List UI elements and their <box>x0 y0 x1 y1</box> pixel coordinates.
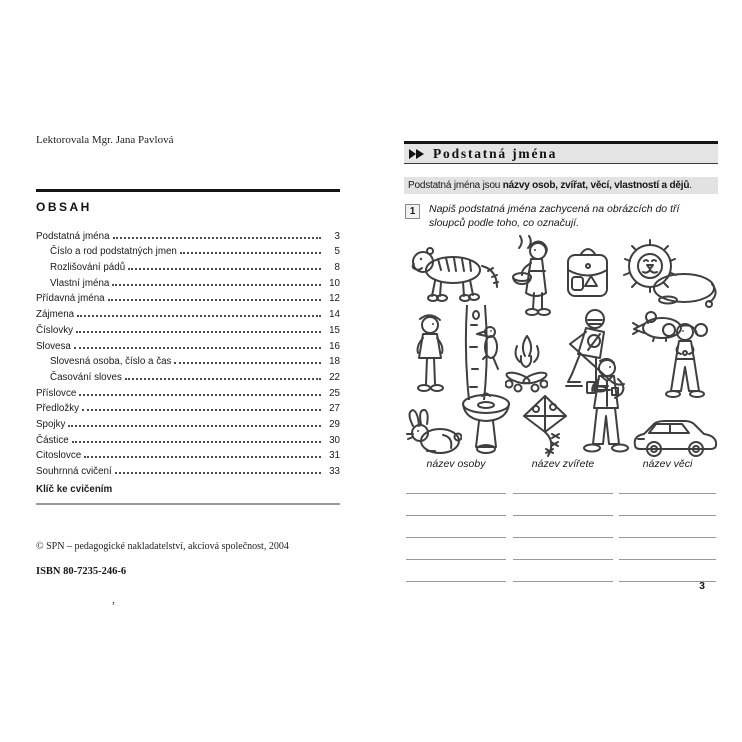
toc-entry <box>36 414 340 430</box>
toc-entry-page: 22 <box>329 371 340 383</box>
toc-leader-dots <box>112 284 321 286</box>
copyright-line: © SPN – pedagogické nakladatelství, akciová společnost, 2004 <box>36 541 289 552</box>
washbasin-illustration <box>460 390 512 456</box>
toc-entry-page: 12 <box>329 293 340 305</box>
writing-line <box>406 493 506 494</box>
toc-leader-dots <box>180 252 321 254</box>
writing-line <box>619 537 716 538</box>
kite-illustration <box>518 394 572 458</box>
definition-bold: názvy osob, zvířat, věcí, vlastností a dějů <box>502 180 690 191</box>
toc-leader-dots <box>79 394 321 396</box>
toc-entry <box>36 242 340 258</box>
toc-entry <box>36 383 340 399</box>
toc-heading: OBSAH <box>36 200 92 214</box>
column-label: název věci <box>642 458 693 470</box>
toc-entry-label: Podstatná jména <box>36 230 110 242</box>
toc-entry-page: 33 <box>329 466 340 477</box>
definition-box <box>404 177 718 194</box>
writing-line <box>513 537 613 538</box>
toc-entry <box>36 226 340 242</box>
column-label: název zvířete <box>531 458 595 470</box>
toc-leader-dots <box>82 409 321 411</box>
toc-leader-dots <box>174 362 321 364</box>
page-number: 3 <box>699 580 705 592</box>
toc-entry <box>36 399 340 415</box>
toc-entry-page: 10 <box>329 277 340 289</box>
tiger-illustration <box>408 238 500 305</box>
writing-line <box>513 515 613 516</box>
toc-entry-label: Souhrnná cvičení <box>36 466 112 477</box>
car-illustration <box>632 415 718 458</box>
writing-line <box>406 537 506 538</box>
toc-entry <box>36 320 340 336</box>
writing-line <box>619 493 716 494</box>
writing-line <box>513 559 613 560</box>
toc-entry-page: 25 <box>329 387 340 399</box>
writing-line <box>406 581 506 582</box>
schoolbag-illustration <box>563 243 612 300</box>
divider-thick <box>36 189 340 192</box>
toc-entry-page: 31 <box>329 450 340 462</box>
definition-prefix: Podstatná jména jsou <box>408 180 503 191</box>
rabbit-illustration <box>405 408 462 455</box>
toc-leader-dots <box>125 378 321 380</box>
exercise-instruction: Napiš podstatná jména zachycená na obrázcích do tří sloupců podle toho, co označují. <box>429 203 680 229</box>
toc-entry <box>36 430 340 446</box>
girl-with-pigtails-illustration <box>662 320 708 398</box>
toc-leader-dots <box>113 237 321 239</box>
toc-leader-dots <box>115 472 321 474</box>
lion-illustration <box>622 238 718 308</box>
toc-entry-page: 14 <box>329 309 340 321</box>
toc-entry-label: Slovesa <box>36 340 71 352</box>
campfire-illustration <box>505 332 548 394</box>
exercise-number-badge: 1 <box>405 204 420 219</box>
table-of-contents <box>36 226 340 477</box>
toc-entry <box>36 352 340 368</box>
toc-leader-dots <box>77 315 321 317</box>
isbn-line: ISBN 80-7235-246-6 <box>36 566 127 577</box>
illustration-block <box>404 234 718 458</box>
column-label: název osoby <box>426 458 486 470</box>
toc-entry <box>36 273 340 289</box>
toc-entry-label: Číslo a rod podstatných jmen <box>50 246 177 258</box>
toc-entry-label: Částice <box>36 434 69 446</box>
toc-entry-page: 8 <box>334 262 340 274</box>
toc-entry <box>36 446 340 462</box>
writing-line <box>513 493 613 494</box>
writing-line <box>619 515 716 516</box>
boy-illustration <box>408 312 452 395</box>
stray-comma-mark: , <box>112 592 115 606</box>
toc-entry-page: 16 <box>329 340 340 352</box>
toc-entry <box>36 336 340 352</box>
toc-entry-label: Spojky <box>36 418 66 430</box>
toc-entry-label: Vlastní jména <box>50 277 110 289</box>
writing-line <box>513 581 613 582</box>
double-arrow-icon <box>407 148 427 160</box>
toc-entry-page: 18 <box>329 356 340 368</box>
toc-leader-dots <box>128 268 321 270</box>
divider-thin <box>36 503 340 505</box>
toc-entry-label: Rozlišování pádů <box>50 262 126 274</box>
toc-entry-label: Předložky <box>36 403 80 415</box>
toc-entry-label: Přídavná jména <box>36 293 105 305</box>
toc-leader-dots <box>108 299 321 301</box>
toc-entry-page: 5 <box>334 246 340 258</box>
toc-entry-label: Časování sloves <box>50 371 122 383</box>
writing-line <box>406 559 506 560</box>
answer-column-animal <box>513 458 613 582</box>
toc-entry-label: Slovesná osoba, číslo a čas <box>50 356 172 368</box>
toc-leader-dots <box>76 331 321 333</box>
chapter-title: Podstatná jména <box>433 145 558 161</box>
toc-entry <box>36 304 340 320</box>
toc-entry <box>36 289 340 305</box>
answer-column-thing <box>619 458 716 582</box>
exercise-1 <box>405 203 718 230</box>
toc-leader-dots <box>68 425 321 427</box>
toc-entry-label: Zájmena <box>36 309 75 321</box>
woodpecker-on-tree-illustration <box>455 305 502 400</box>
reviewer-line: Lektorovala Mgr. Jana Pavlová <box>36 134 174 146</box>
toc-entry <box>36 257 340 273</box>
writing-line <box>619 559 716 560</box>
toc-entry-label: Příslovce <box>36 387 77 399</box>
toc-entry-page: 15 <box>329 324 340 336</box>
definition-suffix: . <box>689 180 692 191</box>
toc-entry-label: Citoslovce <box>36 450 82 462</box>
toc-entry-page: 30 <box>329 434 340 446</box>
answer-columns <box>404 458 718 588</box>
toc-entry <box>36 367 340 383</box>
toc-leader-dots <box>84 456 321 458</box>
toc-entry-page: 27 <box>329 403 340 415</box>
writing-line <box>406 515 506 516</box>
toc-leader-dots <box>72 441 321 443</box>
answer-column-person <box>406 458 506 582</box>
toc-entry-page: 29 <box>329 418 340 430</box>
man-illustration <box>578 358 632 456</box>
toc-entry-page: 3 <box>334 230 340 242</box>
toc-entry-label: Číslovky <box>36 324 74 336</box>
toc-key-entry: Klíč ke cvičením <box>36 484 113 495</box>
toc-leader-dots <box>74 347 321 349</box>
toc-entry <box>36 461 340 477</box>
chapter-banner <box>404 141 718 164</box>
